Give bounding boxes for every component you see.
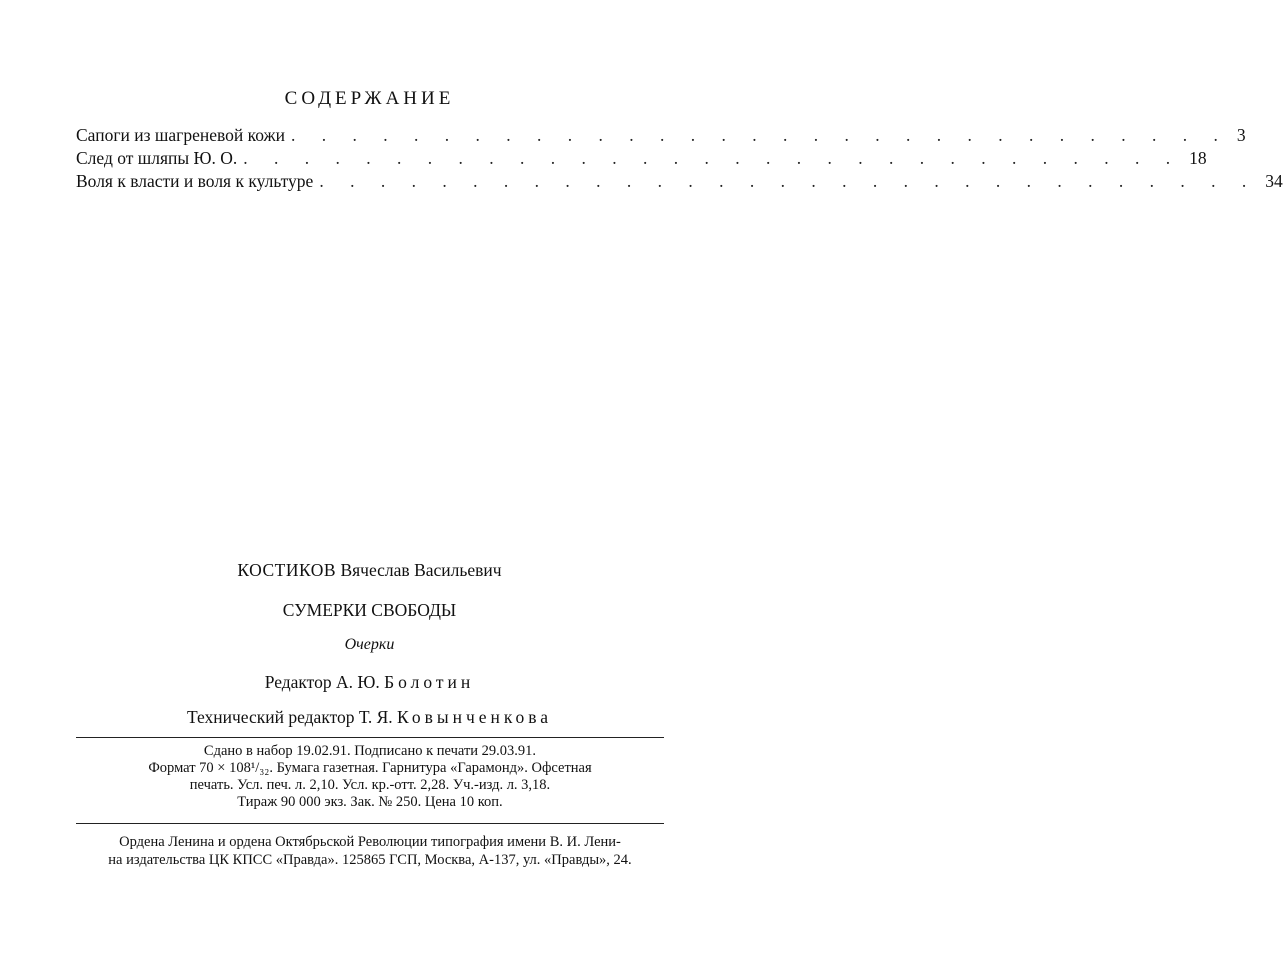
editor-surname: Болотин	[384, 672, 475, 692]
genre-label: Очерки	[344, 636, 395, 653]
toc-entry-page: 3	[1236, 125, 1246, 145]
editor-initials: А. Ю.	[335, 672, 380, 692]
printer-line: на издательства ЦК КПСС «Правда». 125865 ГСП, Москва, А-137, ул. «Правды», 24.	[108, 852, 632, 868]
editor-line	[0, 670, 739, 694]
contents-heading: СОДЕРЖАНИЕ	[284, 88, 455, 109]
toc-leader-dots: . . . . . . . . . . . . . . . . . . . . . . . . . . . . . . .	[290, 125, 1229, 145]
toc-entry[interactable]	[76, 170, 1283, 193]
toc-entry-title: След от шляпы Ю. О.	[76, 148, 238, 168]
toc-entry-page: 18	[1189, 148, 1207, 168]
technical-editor-surname: Ковынченкова	[397, 707, 553, 727]
author-name: Вячеслав Васильевич	[340, 560, 502, 580]
toc-entry[interactable]	[76, 124, 1246, 147]
author-line	[0, 558, 739, 582]
toc-entry-page: 34	[1265, 171, 1283, 191]
imprint-line: Тираж 90 000 экз. Зак. № 250. Цена 10 коп.	[237, 794, 503, 810]
printer-info	[76, 833, 664, 869]
imprint-line: Формат 70 × 108¹/₃₂. Бумага газетная. Гарнитура «Гарамонд». Офсетная	[148, 760, 592, 776]
technical-editor-label: Технический редактор	[186, 707, 355, 727]
toc-leader-dots: . . . . . . . . . . . . . . . . . . . . . . . . . . . . . . .	[243, 148, 1182, 168]
divider-rule	[76, 737, 664, 738]
technical-editor-initials: Т. Я.	[358, 707, 393, 727]
imprint-block	[76, 743, 664, 811]
author-surname: КОСТИКОВ	[237, 560, 337, 580]
toc-entry-title: Воля к власти и воля к культуре	[76, 171, 314, 191]
book-credits	[0, 558, 739, 729]
printer-line: Ордена Ленина и ордена Октябрьской Революции типография имени В. И. Лени-	[119, 834, 621, 850]
toc-entry-title: Сапоги из шагреневой кожи	[76, 125, 285, 145]
book-title: СУМЕРКИ СВОБОДЫ	[282, 600, 457, 620]
imprint-line: печать. Усл. печ. л. 2,10. Усл. кр.-отт. 2,28. Уч.-изд. л. 3,18.	[189, 777, 551, 793]
technical-editor-line	[0, 705, 739, 729]
toc-entry[interactable]	[76, 147, 1207, 170]
toc-leader-dots: . . . . . . . . . . . . . . . . . . . . . . . . . . . . . . .	[319, 171, 1258, 191]
imprint-line: Сдано в набор 19.02.91. Подписано к печати 29.03.91.	[203, 743, 537, 759]
table-of-contents	[76, 124, 1283, 193]
divider-rule	[76, 823, 664, 824]
editor-label: Редактор	[264, 672, 332, 692]
